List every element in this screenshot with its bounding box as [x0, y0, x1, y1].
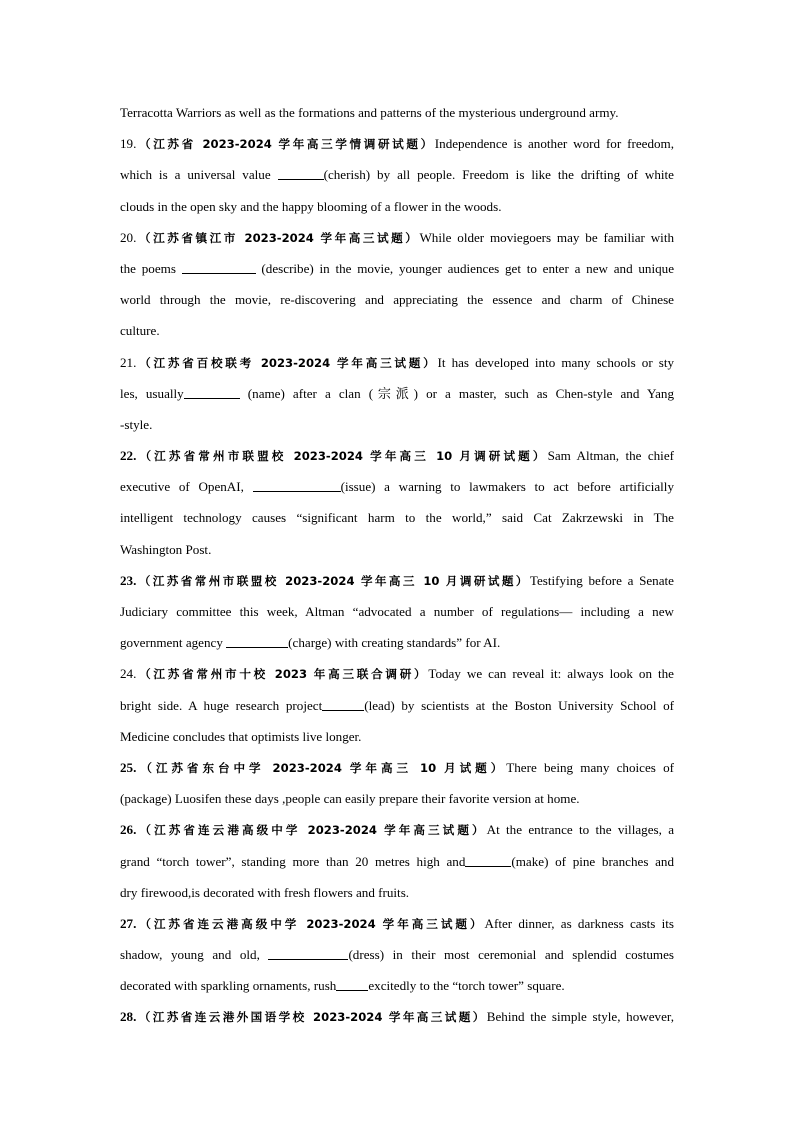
question-line [120, 908, 674, 939]
question-number: 21. [120, 354, 137, 370]
line-text: Judiciary committee this week, Altman “advocated a number of regulations— including a new [120, 604, 674, 619]
text-line [120, 877, 674, 908]
text-line [120, 690, 674, 721]
text-line [120, 627, 674, 658]
question-line [120, 347, 674, 378]
question-number: 20. [120, 229, 137, 245]
question-number: 27. [120, 915, 137, 931]
line-text: (charge) with creating standards” for AI. [288, 635, 501, 651]
question-source: （江苏省百校联考 2023-2024 学年高三试题） [136, 355, 438, 370]
line-text: the poems [120, 260, 182, 276]
text-line [120, 721, 674, 752]
line-text: executive of OpenAI, [120, 479, 253, 495]
question-source: （江苏省常州市十校 2023 年高三联合调研） [136, 667, 429, 682]
question-line [120, 1001, 674, 1032]
answer-blank[interactable] [226, 634, 288, 648]
text-line [120, 939, 674, 970]
line-text: Testifying before a Senate [529, 572, 674, 588]
text-line [120, 253, 674, 284]
text-line [120, 97, 674, 128]
exercise-text [120, 97, 674, 1033]
text-line [120, 596, 674, 627]
text-line [120, 191, 674, 222]
line-text: Behind the simple style, however, [486, 1009, 674, 1025]
line-text: shadow, young and old, [120, 947, 269, 963]
text-line [120, 315, 674, 346]
line-text: excitedly to the “torch tower” square. [368, 978, 565, 994]
text-line [120, 534, 674, 565]
line-text: (lead) by scientists at the Boston University School of [364, 697, 674, 713]
line-text: which is a universal value [120, 167, 278, 183]
question-source: （江苏省连云港外国语学校 2023-2024 学年高三试题） [136, 1010, 487, 1025]
answer-blank[interactable] [322, 697, 364, 711]
line-text: Sam Altman, the chief [547, 448, 674, 464]
text-line [120, 471, 674, 502]
line-text: world through the movie, re-discovering and appreciating the essence and charm of Chinese [120, 292, 674, 308]
line-text: decorated with sparkling ornaments, rush [120, 978, 337, 994]
line-text: Medicine concludes that optimists live longer. [120, 728, 362, 744]
question-line [120, 565, 674, 596]
answer-blank[interactable] [268, 946, 348, 960]
line-text: At the entrance to the villages, a [486, 822, 674, 838]
line-text: intelligent technology causes “significant harm to the world,” said Cat Zakrzewski in The [120, 510, 674, 526]
text-line [120, 846, 674, 877]
question-line [120, 128, 674, 159]
text-line [120, 159, 674, 190]
line-text: Today we can reveal it: always look on the [428, 666, 674, 682]
text-line [120, 502, 674, 533]
line-text: (name) after a clan (宗派) or a master, such as Chen-style and Yang [239, 385, 674, 401]
question-line [120, 752, 674, 783]
line-text: clouds in the open sky and the happy blooming of a flower in the woods. [120, 198, 502, 214]
line-text: While older moviegoers may be familiar with [419, 229, 674, 245]
question-source: （江苏省 2023-2024 学年高三学情调研试题） [136, 137, 435, 152]
text-line [120, 970, 674, 1001]
line-text: It has developed into many schools or sty [437, 354, 674, 370]
line-text: -style. [120, 416, 153, 432]
question-number: 25. [120, 759, 137, 775]
question-line [120, 658, 674, 689]
line-text: (describe) in the movie, younger audiences get to enter a new and unique [255, 260, 674, 276]
question-number: 19. [120, 136, 137, 152]
line-text: grand “torch tower”, standing more than 20 metres high and [120, 853, 466, 869]
question-number: 22. [120, 448, 137, 464]
question-source: （江苏省连云港高级中学 2023-2024 学年高三试题） [136, 916, 485, 931]
line-text: (package) Luosifen these days ,people can easily prepare their favorite version at home. [120, 791, 580, 807]
text-line [120, 378, 674, 409]
question-line [120, 814, 674, 845]
line-text: Independence is another word for freedom, [434, 136, 674, 152]
question-source: （江苏省连云港高级中学 2023-2024 学年高三试题） [136, 823, 487, 838]
question-source: （江苏省东台中学 2023-2024 学年高三 10 月试题） [136, 760, 507, 775]
line-text: culture. [120, 323, 160, 339]
text-line [120, 284, 674, 315]
answer-blank[interactable] [465, 853, 511, 867]
question-number: 24. [120, 666, 137, 682]
line-text: Washington Post. [120, 541, 212, 557]
answer-blank[interactable] [182, 260, 256, 274]
answer-blank[interactable] [336, 977, 368, 991]
answer-blank[interactable] [278, 166, 324, 180]
question-number: 23. [120, 572, 137, 588]
line-text: There being many choices of [506, 759, 674, 775]
text-line [120, 783, 674, 814]
line-text: After dinner, as darkness casts its [484, 915, 674, 931]
question-source: （江苏省常州市联盟校 2023-2024 学年高三 10 月调研试题） [136, 449, 548, 464]
answer-blank[interactable] [184, 385, 240, 399]
question-line [120, 222, 674, 253]
line-text: bright side. A huge research project [120, 697, 323, 713]
line-text: government agency [120, 635, 227, 651]
line-text: (make) of pine branches and [511, 853, 674, 869]
answer-blank[interactable] [253, 478, 341, 492]
question-source: （江苏省镇江市 2023-2024 学年高三试题） [136, 230, 420, 245]
question-line [120, 440, 674, 471]
line-text: les, usually [120, 385, 184, 401]
line-text: (cherish) by all people. Freedom is like the drifting of white [323, 167, 674, 183]
line-text: (dress) in their most ceremonial and splendid costumes [348, 947, 674, 963]
text-line [120, 409, 674, 440]
line-text: Terracotta Warriors as well as the formations and patterns of the mysterious underground army. [120, 105, 619, 120]
line-text: (issue) a warning to lawmakers to act before artificially [340, 479, 674, 495]
question-source: （江苏省常州市联盟校 2023-2024 学年高三 10 月调研试题） [136, 573, 530, 588]
question-number: 28. [120, 1009, 137, 1025]
line-text: dry firewood,is decorated with fresh flowers and fruits. [120, 884, 410, 900]
question-number: 26. [120, 822, 137, 838]
